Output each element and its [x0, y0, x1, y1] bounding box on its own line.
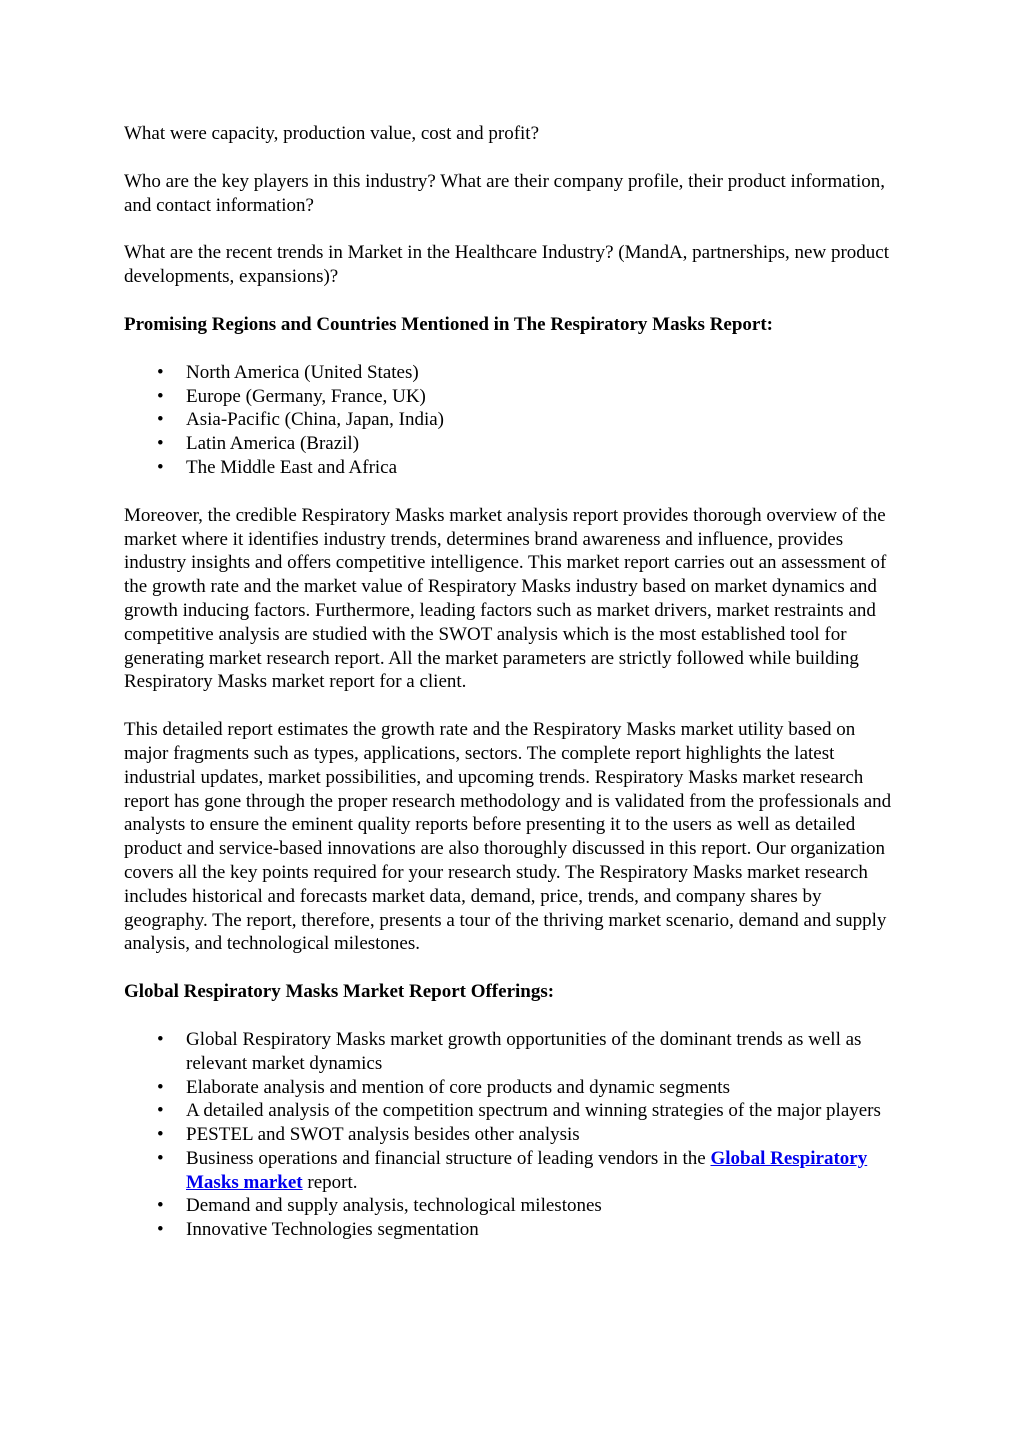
bullet-icon: • — [157, 1219, 164, 1241]
list-item — [157, 1218, 900, 1242]
bullet-icon: • — [157, 456, 164, 478]
bullet-icon: • — [157, 1195, 164, 1217]
bullet-icon: • — [157, 433, 164, 455]
document-page — [124, 122, 900, 1266]
list-item — [157, 1123, 900, 1147]
list-item — [157, 1028, 900, 1076]
paragraph-recent-trends-question: What are the recent trends in Market in the Healthcare Industry? (MandA, partnerships, new product developments, expansions)? — [124, 242, 889, 288]
offerings-heading: Global Respiratory Masks Market Report Offerings: — [124, 981, 555, 1003]
list-item — [157, 1099, 900, 1123]
bullet-icon: • — [157, 1147, 164, 1169]
list-item-text-suffix: report. — [302, 1171, 358, 1193]
list-item — [157, 385, 900, 409]
list-item-text: The Middle East and Africa — [186, 456, 398, 478]
list-item — [157, 361, 900, 385]
list-item-text: Europe (Germany, France, UK) — [186, 385, 426, 407]
list-item — [157, 1194, 900, 1218]
list-item-text: Asia-Pacific (China, Japan, India) — [186, 409, 444, 431]
paragraph-detailed-report-estimates: This detailed report estimates the growth rate and the Respiratory Masks market utility based on major fragments such as types, applications, sectors. The complete report highlights the latest industrial updates, market possibilities, and upcoming trends. Respiratory Masks market research report has gone through the proper research methodology and is validated from the professionals and analysts to ensure the eminent quality reports before presenting it to the users as well as detailed product and service-based innovations are also thoroughly discussed in this report. Our organization covers all the key points required for your research study. The Respiratory Masks market research includes historical and forecasts market data, demand, price, trends, and company shares by geography. The report, therefore, presents a tour of the thriving market scenario, demand and supply analysis, and technological milestones. — [124, 719, 892, 955]
bullet-icon: • — [157, 1028, 164, 1050]
list-item-text: Latin America (Brazil) — [186, 433, 360, 455]
bullet-icon: • — [157, 361, 164, 383]
list-item-text: Innovative Technologies segmentation — [186, 1219, 479, 1241]
list-item — [157, 432, 900, 456]
list-item-text: Elaborate analysis and mention of core products and dynamic segments — [186, 1076, 730, 1098]
bullet-icon: • — [157, 1076, 164, 1098]
bullet-icon: • — [157, 1100, 164, 1122]
paragraph-capacity-question: What were capacity, production value, cost and profit? — [124, 123, 540, 144]
list-item-text: North America (United States) — [186, 361, 419, 383]
list-item-text: A detailed analysis of the competition spectrum and winning strategies of the major players — [186, 1100, 881, 1122]
offerings-list — [124, 1028, 900, 1242]
bullet-icon: • — [157, 385, 164, 407]
regions-list — [124, 361, 900, 480]
list-item-text: PESTEL and SWOT analysis besides other analysis — [186, 1124, 580, 1146]
paragraph-credible-report-overview: Moreover, the credible Respiratory Masks market analysis report provides thorough overview of the market where it identifies industry trends, determines brand awareness and influence, provides industry insights and offers competitive intelligence. This market report carries out an assessment of the growth rate and the market value of Respiratory Masks industry based on market dynamics and growth inducing factors. Furthermore, leading factors such as market drivers, market restraints and competitive analysis are studied with the SWOT analysis which is the most established tool for generating market research report. All the market parameters are strictly followed while building Respiratory Masks market report for a client. — [124, 504, 887, 693]
list-item-text: Demand and supply analysis, technological milestones — [186, 1195, 602, 1217]
list-item — [157, 1076, 900, 1100]
bullet-icon: • — [157, 1124, 164, 1146]
list-item — [157, 408, 900, 432]
list-item-with-link — [157, 1147, 900, 1195]
list-item-text-prefix: Business operations and financial structure of leading vendors in the — [186, 1147, 711, 1169]
regions-heading: Promising Regions and Countries Mentioned in The Respiratory Masks Report: — [124, 313, 774, 335]
paragraph-key-players-question: Who are the key players in this industry? What are their company profile, their product information, and contact information? — [124, 170, 885, 216]
bullet-icon: • — [157, 409, 164, 431]
list-item — [157, 456, 900, 480]
list-item-text: Global Respiratory Masks market growth opportunities of the dominant trends as well as relevant market dynamics — [186, 1028, 862, 1074]
global-respiratory-masks-market-link[interactable]: Global Respiratory Masks market — [186, 1147, 868, 1193]
